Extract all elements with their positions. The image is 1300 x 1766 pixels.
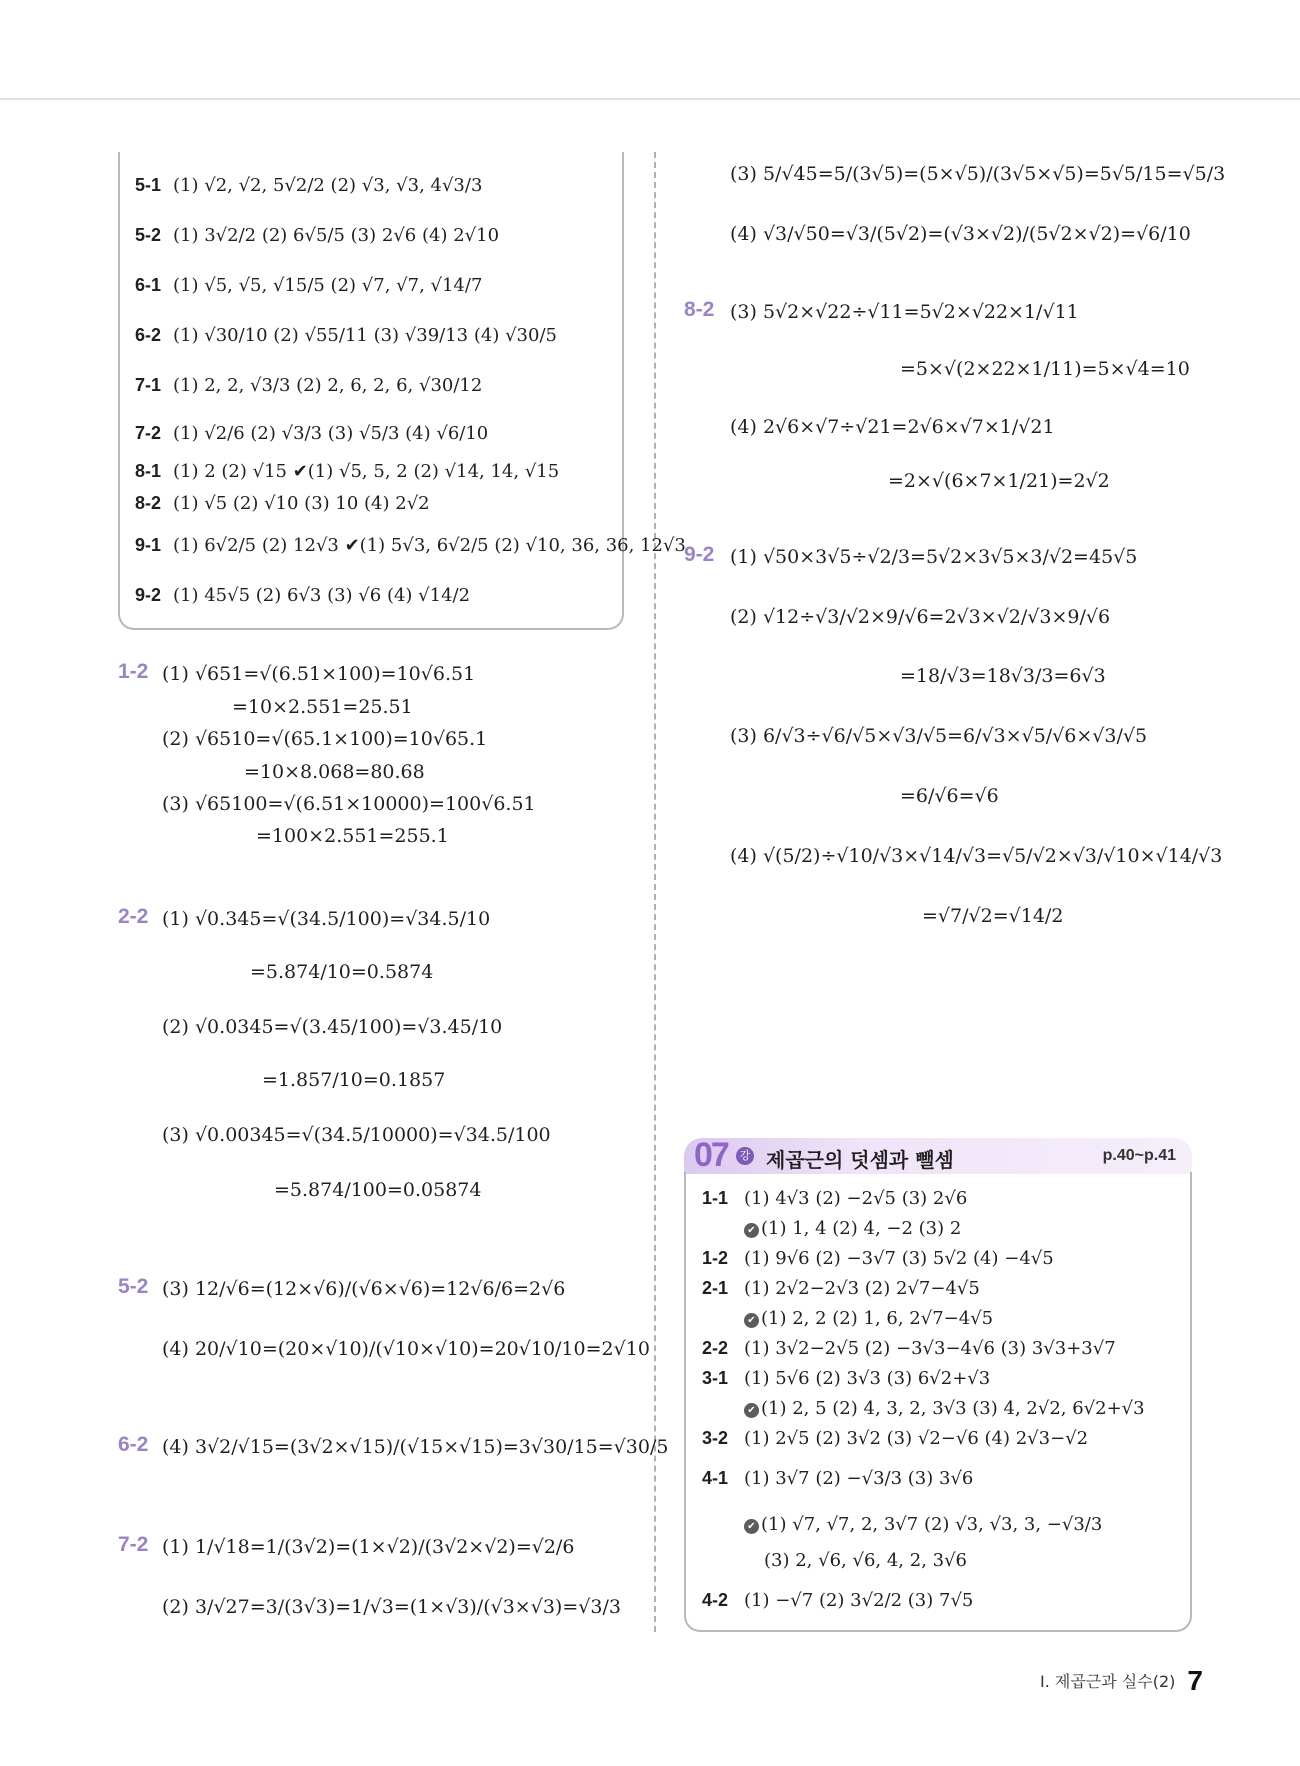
- solution-line: (2) 3/√27=3/(3√3)=1/√3=(1×√3)/(√3×√3)=√3/3: [162, 1596, 621, 1618]
- answer-row: [702, 1578, 1187, 1624]
- summary-row: [135, 410, 620, 456]
- answer-text: (3) 2, √6, √6, 4, 2, 3√6: [764, 1550, 968, 1571]
- answer-text: (1) 2, 2 (2) 1, 6, 2√7−4√5: [761, 1308, 994, 1329]
- solution-line: =2×√(6×7×1/21)=2√2: [888, 470, 1110, 492]
- problem-label: 4-2: [702, 1590, 729, 1610]
- problem-label: 2-2: [702, 1338, 729, 1358]
- problem-label: 3-2: [702, 1428, 729, 1448]
- chapter-title: Ⅰ. 제곱근과 실수(2): [1040, 1672, 1176, 1691]
- problem-label: 6-2: [135, 324, 162, 345]
- summary-row: [135, 486, 620, 520]
- problem-label: 1-2: [702, 1248, 729, 1268]
- check-icon: ✔: [744, 1223, 759, 1238]
- solution-line: =100×2.551=255.1: [256, 825, 449, 847]
- summary-row: [135, 520, 686, 570]
- solution-line: (4) 20/√10=(20×√10)/(√10×√10)=20√10/10=2√10: [162, 1338, 650, 1360]
- answer-text: (1) 5√6 (2) 3√3 (3) 6√2+√3: [744, 1368, 991, 1389]
- problem-label: 7-1: [135, 374, 162, 395]
- solution-line: (4) √3/√50=√3/(5√2)=(√3×√2)/(5√2×√2)=√6/10: [730, 223, 1191, 245]
- solution-label-2-2: 2-2: [118, 905, 149, 928]
- answer-row: [702, 1548, 1187, 1578]
- answer-text: (1) 4√3 (2) −2√5 (3) 2√6: [744, 1188, 968, 1209]
- section-header: [684, 1138, 1192, 1174]
- answer-text: (1) 3√2/2 (2) 6√5/5 (3) 2√6 (4) 2√10: [173, 224, 500, 246]
- summary-row: [135, 160, 620, 210]
- solution-line: (3) 5√2×√22÷√11=5√2×√22×1/√11: [730, 301, 1079, 323]
- answer-row: [702, 1456, 1187, 1502]
- solution-line: (3) 5/√45=5/(3√5)=(5×√5)/(3√5×√5)=5√5/15=√5/3: [730, 163, 1226, 185]
- solution-line: =10×8.068=80.68: [244, 761, 425, 783]
- summary-row: [135, 360, 620, 410]
- answer-text: (1) √2, √2, 5√2/2 (2) √3, √3, 4√3/3: [173, 174, 483, 196]
- section-title: 제곱근의 덧셈과 뺄셈: [766, 1148, 954, 1172]
- summary-row: [135, 456, 620, 486]
- check-answer: [744, 1218, 961, 1239]
- answer-row: [702, 1336, 1187, 1366]
- column-divider: [654, 152, 656, 1632]
- solution-line: =10×2.551=25.51: [232, 696, 413, 718]
- check-icon: ✔: [744, 1519, 759, 1534]
- check-answer: [744, 1514, 1102, 1535]
- solution-line: (2) √12÷√3/√2×9/√6=2√3×√2/√3×9/√6: [730, 606, 1111, 628]
- lesson-badge: 강: [736, 1147, 754, 1165]
- answer-text: (1) √2/6 (2) √3/3 (3) √5/3 (4) √6/10: [173, 422, 489, 444]
- page-number: 7: [1187, 1665, 1203, 1696]
- problem-label: 1-1: [702, 1188, 729, 1208]
- problem-label: 9-2: [135, 584, 162, 605]
- section-answer-list: [702, 1186, 1187, 1624]
- answer-row: [702, 1186, 1187, 1216]
- solution-line: (2) √6510=√(65.1×100)=10√65.1: [162, 728, 488, 750]
- answer-text: (1) 2 (2) √15 ✔(1) √5, 5, 2 (2) √14, 14, √15: [173, 460, 560, 482]
- problem-label: 8-1: [135, 460, 162, 481]
- answer-text: (1) √30/10 (2) √55/11 (3) √39/13 (4) √30/5: [173, 324, 557, 346]
- problem-label: 8-2: [135, 492, 162, 513]
- check-answer: [744, 1398, 1145, 1419]
- answer-row: [702, 1366, 1187, 1396]
- problem-label: 5-1: [135, 174, 162, 195]
- check-answer: [744, 1308, 993, 1329]
- answer-row: [702, 1216, 1187, 1246]
- solution-line: (4) 2√6×√7÷√21=2√6×√7×1/√21: [730, 416, 1055, 438]
- problem-label: 3-1: [702, 1368, 729, 1388]
- answer-text: (1) 3√7 (2) −√3/3 (3) 3√6: [744, 1468, 974, 1489]
- answer-row: [702, 1426, 1187, 1456]
- solution-line: (3) 12/√6=(12×√6)/(√6×√6)=12√6/6=2√6: [162, 1278, 566, 1300]
- answer-text: (1) √7, √7, 2, 3√7 (2) √3, √3, 3, −√3/3: [761, 1514, 1103, 1535]
- solution-line: (1) √50×3√5÷√2/3=5√2×3√5×3/√2=45√5: [730, 546, 1138, 568]
- answer-text: (1) 45√5 (2) 6√3 (3) √6 (4) √14/2: [173, 584, 471, 606]
- answer-text: (1) 1, 4 (2) 4, −2 (3) 2: [761, 1218, 962, 1239]
- problem-label: 5-2: [135, 224, 162, 245]
- solution-label-1-2: 1-2: [118, 660, 149, 683]
- problem-label: 2-1: [702, 1278, 729, 1298]
- answer-row: [702, 1502, 1187, 1548]
- problem-label: 6-1: [135, 274, 162, 295]
- summary-row: [135, 210, 620, 260]
- solution-label-8-2: 8-2: [684, 298, 715, 321]
- solution-line: =1.857/10=0.1857: [262, 1069, 446, 1091]
- answer-text: (1) 2, 2, √3/3 (2) 2, 6, 2, 6, √30/12: [173, 374, 483, 396]
- solution-line: =√7/√2=√14/2: [922, 905, 1064, 927]
- summary-row: [135, 570, 620, 620]
- check-icon: ✔: [744, 1403, 759, 1418]
- solution-line: (1) √651=√(6.51×100)=10√6.51: [162, 663, 476, 685]
- answer-text: (1) 9√6 (2) −3√7 (3) 5√2 (4) −4√5: [744, 1248, 1054, 1269]
- solution-label-7-2: 7-2: [118, 1533, 149, 1556]
- answer-text: (1) 6√2/5 (2) 12√3 ✔(1) 5√3, 6√2/5 (2) √10, 36, 36, 12√3: [173, 534, 686, 556]
- answer-text: (1) √5 (2) √10 (3) 10 (4) 2√2: [173, 492, 430, 514]
- summary-row: [135, 260, 620, 310]
- answer-row: [702, 1246, 1187, 1276]
- answer-text: (1) 2√5 (2) 3√2 (3) √2−√6 (4) 2√3−√2: [744, 1428, 1089, 1449]
- top-divider-line: [0, 98, 1300, 100]
- solution-line: (1) 1/√18=1/(3√2)=(1×√2)/(3√2×√2)=√2/6: [162, 1536, 575, 1558]
- solution-label-9-2: 9-2: [684, 543, 715, 566]
- problem-label: 4-1: [702, 1468, 729, 1488]
- section-number: 07: [694, 1136, 728, 1174]
- solution-line: =5×√(2×22×1/11)=5×√4=10: [900, 358, 1190, 380]
- section-page-range: p.40~p.41: [1102, 1147, 1176, 1164]
- problem-label: 9-1: [135, 534, 162, 555]
- solution-label-6-2: 6-2: [118, 1433, 149, 1456]
- answer-row: [702, 1276, 1187, 1306]
- answer-text: (1) 2√2−2√3 (2) 2√7−4√5: [744, 1278, 980, 1299]
- answer-text: (1) 2, 5 (2) 4, 3, 2, 3√3 (3) 4, 2√2, 6√2+√3: [761, 1398, 1145, 1419]
- summary-answer-list: [135, 160, 686, 620]
- summary-row: [135, 310, 620, 360]
- problem-label: 7-2: [135, 422, 162, 443]
- solution-line: (4) 3√2/√15=(3√2×√15)/(√15×√15)=3√30/15=√30/5: [162, 1436, 669, 1458]
- answer-text: (1) −√7 (2) 3√2/2 (3) 7√5: [744, 1590, 974, 1611]
- solution-line: =5.874/10=0.5874: [250, 961, 434, 983]
- solution-line: =6/√6=√6: [900, 785, 999, 807]
- answer-row: [702, 1306, 1187, 1336]
- page-footer: [1040, 1665, 1203, 1697]
- answer-text: (1) 3√2−2√5 (2) −3√3−4√6 (3) 3√3+3√7: [744, 1338, 1116, 1359]
- solution-line: (3) √0.00345=√(34.5/10000)=√34.5/100: [162, 1124, 551, 1146]
- answer-text: (1) √5, √5, √15/5 (2) √7, √7, √14/7: [173, 274, 483, 296]
- answer-row: [702, 1396, 1187, 1426]
- solution-line: (4) √(5/2)÷√10/√3×√14/√3=√5/√2×√3/√10×√14/√3: [730, 845, 1223, 867]
- solution-label-5-2: 5-2: [118, 1275, 149, 1298]
- solution-line: =5.874/100=0.05874: [274, 1179, 482, 1201]
- solution-line: =18/√3=18√3/3=6√3: [900, 665, 1106, 687]
- solution-line: (3) √65100=√(6.51×10000)=100√6.51: [162, 793, 536, 815]
- solution-line: (2) √0.0345=√(3.45/100)=√3.45/10: [162, 1016, 503, 1038]
- check-icon: ✔: [744, 1313, 759, 1328]
- solution-line: (3) 6/√3÷√6/√5×√3/√5=6/√3×√5/√6×√3/√5: [730, 725, 1148, 747]
- solution-line: (1) √0.345=√(34.5/100)=√34.5/10: [162, 908, 491, 930]
